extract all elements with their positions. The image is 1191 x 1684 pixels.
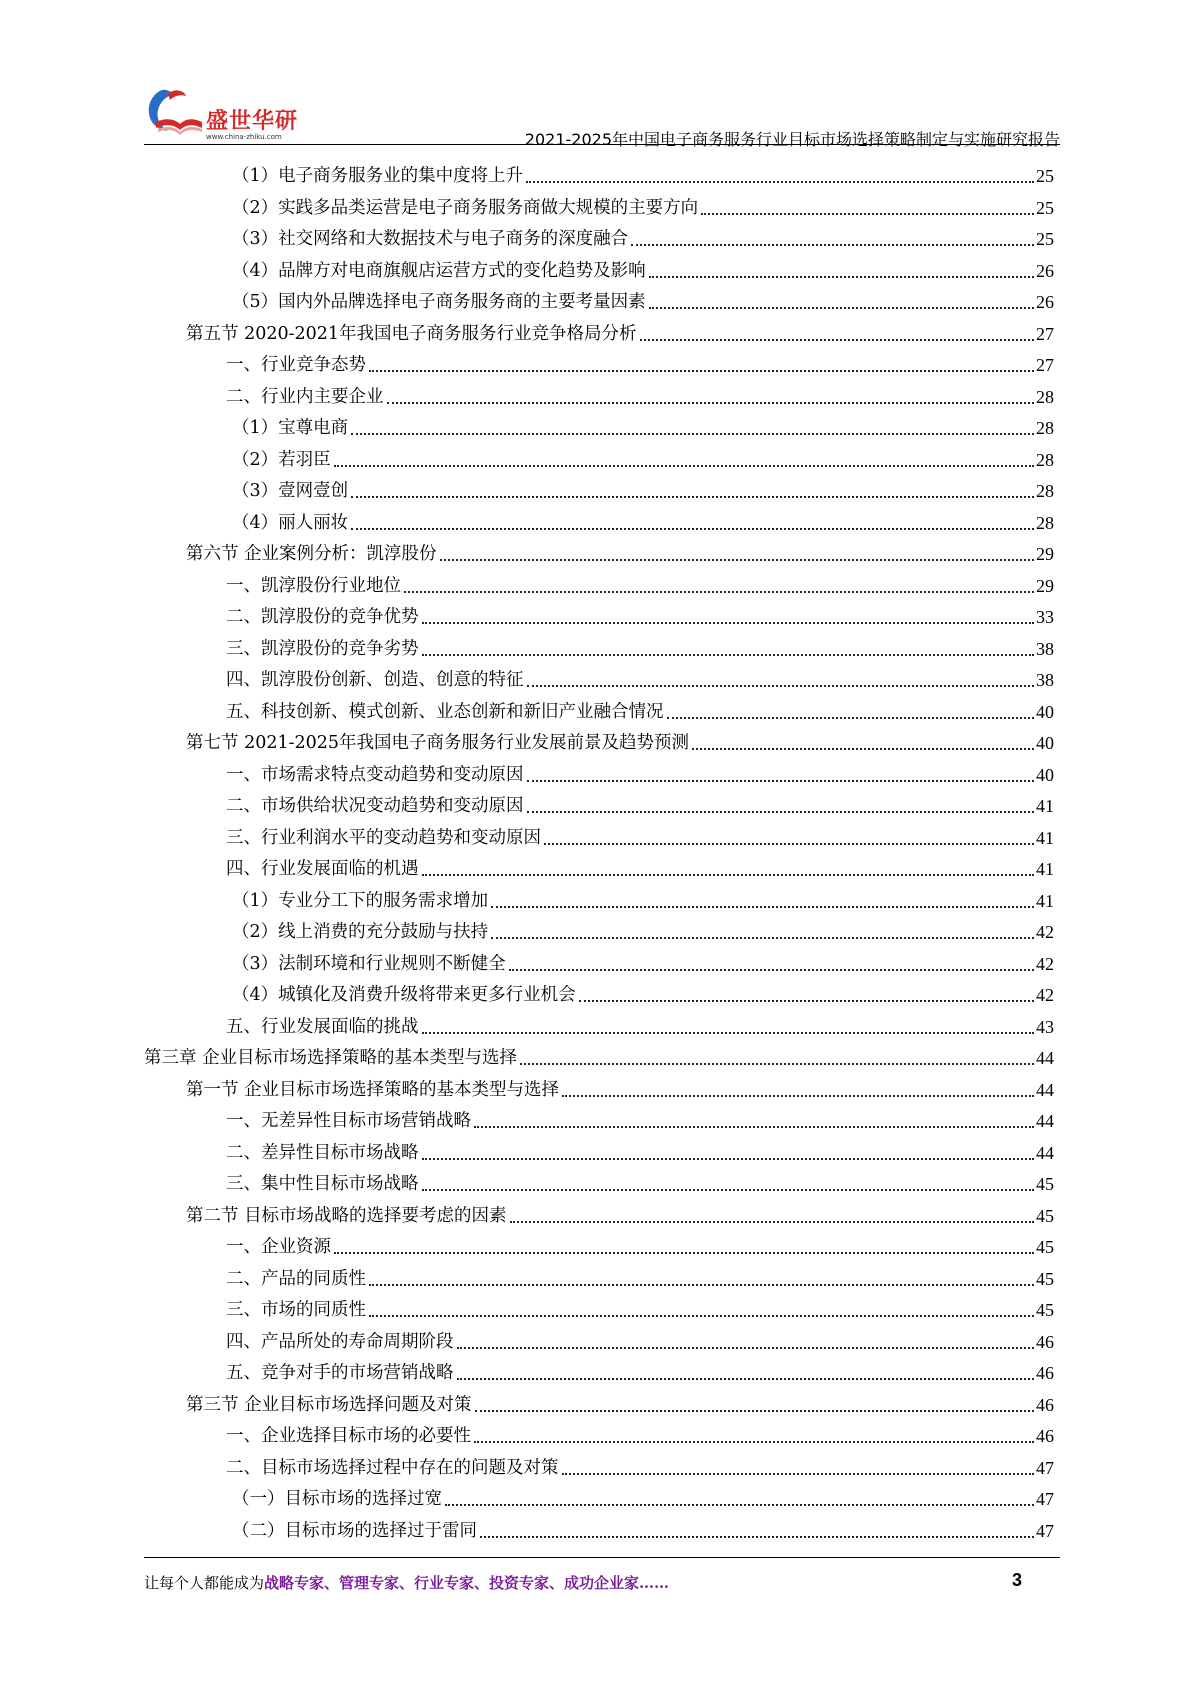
toc-entry[interactable] <box>232 979 1054 1007</box>
toc-dot-leader <box>491 888 1034 908</box>
toc-dot-leader <box>640 321 1034 341</box>
toc-entry[interactable] <box>226 1137 1054 1165</box>
toc-entry-label: （3）壹网壹创 <box>232 481 349 501</box>
toc-entry-label: 三、行业利润水平的变动趋势和变动原因 <box>226 827 541 848</box>
toc-entry[interactable] <box>186 1074 1054 1102</box>
toc-entry-label: 第七节 2021-2025年我国电子商务服务行业发展前景及趋势预测 <box>186 733 690 753</box>
toc-dot-leader <box>369 1297 1034 1317</box>
toc-dot-leader <box>422 604 1035 624</box>
toc-entry-page: 41 <box>1036 796 1054 816</box>
toc-entry[interactable] <box>232 948 1054 976</box>
toc-entry-page: 46 <box>1036 1426 1054 1446</box>
toc-entry[interactable] <box>226 1168 1054 1196</box>
toc-entry-page: 40 <box>1036 701 1054 722</box>
toc-dot-leader <box>667 699 1035 719</box>
toc-entry[interactable] <box>226 349 1054 377</box>
footer-slogan-prefix: 让每个人都能成为 <box>144 1574 265 1592</box>
toc-entry-page: 44 <box>1036 1111 1054 1131</box>
toc-dot-leader <box>480 1518 1034 1538</box>
toc-entry-page: 28 <box>1036 512 1054 533</box>
toc-entry-page: 27 <box>1036 355 1054 375</box>
toc-entry[interactable] <box>226 1294 1054 1322</box>
toc-entry-label: 一、凯淳股份行业地位 <box>226 575 401 596</box>
toc-entry[interactable] <box>232 475 1054 503</box>
toc-entry[interactable] <box>232 223 1054 251</box>
toc-dot-leader <box>510 1203 1034 1223</box>
toc-entry-label: 一、行业竞争态势 <box>226 355 366 375</box>
toc-entry[interactable] <box>226 759 1054 787</box>
toc-entry-label: （1）专业分工下的服务需求增加 <box>232 890 489 911</box>
toc-entry[interactable] <box>232 1515 1054 1543</box>
toc-entry-page: 44 <box>1036 1079 1054 1100</box>
header-divider <box>144 144 1060 145</box>
toc-entry-page: 27 <box>1036 323 1054 344</box>
toc-entry-label: （4）品牌方对电商旗舰店运营方式的变化趋势及影响 <box>232 260 646 281</box>
toc-entry-page: 41 <box>1036 890 1054 911</box>
toc-dot-leader <box>334 447 1034 467</box>
toc-entry[interactable] <box>226 1011 1054 1039</box>
toc-entry-label: 五、科技创新、模式创新、业态创新和新旧产业融合情况 <box>226 701 664 722</box>
toc-entry[interactable] <box>226 1452 1054 1480</box>
toc-entry-page: 28 <box>1036 449 1054 470</box>
toc-entry-page: 44 <box>1036 1048 1054 1068</box>
toc-entry-label: （二）目标市场的选择过于雷同 <box>232 1520 477 1541</box>
toc-entry-label: （1）电子商务服务业的集中度将上升 <box>232 166 524 186</box>
toc-entry-label: 二、凯淳股份的竞争优势 <box>226 607 419 627</box>
toc-dot-leader <box>579 982 1034 1002</box>
footer-slogan-highlight: 战略专家、管理专家、行业专家、投资专家、成功企业家…… <box>264 1574 670 1592</box>
toc-dot-leader <box>474 1423 1034 1443</box>
toc-entry[interactable] <box>232 444 1054 472</box>
toc-entry-label: 第三节 企业目标市场选择问题及对策 <box>186 1394 472 1415</box>
toc-dot-leader <box>369 352 1034 372</box>
toc-entry[interactable] <box>144 1042 1054 1070</box>
toc-entry[interactable] <box>226 570 1054 598</box>
toc-entry-label: 四、凯淳股份创新、创造、创意的特征 <box>226 670 524 690</box>
toc-entry-label: 第三章 企业目标市场选择策略的基本类型与选择 <box>144 1048 518 1068</box>
toc-dot-leader <box>474 1108 1034 1128</box>
toc-entry-label: 五、竞争对手的市场营销战略 <box>226 1363 454 1383</box>
toc-entry-label: 第二节 目标市场战略的选择要考虑的因素 <box>186 1205 507 1226</box>
toc-entry-page: 42 <box>1036 922 1054 942</box>
toc-entry[interactable] <box>232 286 1054 314</box>
toc-entry-page: 28 <box>1036 481 1054 501</box>
toc-entry[interactable] <box>226 1105 1054 1133</box>
toc-dot-leader <box>369 1266 1034 1286</box>
toc-entry-page: 41 <box>1036 827 1054 848</box>
toc-dot-leader <box>562 1455 1035 1475</box>
toc-dot-leader <box>334 1234 1034 1254</box>
toc-entry-label: 二、差异性目标市场战略 <box>226 1142 419 1163</box>
toc-dot-leader <box>527 667 1035 687</box>
company-logo <box>144 82 314 142</box>
toc-entry-label: （3）法制环境和行业规则不断健全 <box>232 953 506 974</box>
toc-dot-leader <box>649 258 1034 278</box>
toc-entry-label: （2）若羽臣 <box>232 449 331 470</box>
logo-name: 盛世华研 <box>206 109 299 134</box>
toc-entry[interactable] <box>186 318 1054 346</box>
toc-entry-label: 第五节 2020-2021年我国电子商务服务行业竞争格局分析 <box>186 323 637 344</box>
toc-dot-leader <box>457 1360 1035 1380</box>
toc-dot-leader <box>457 1329 1035 1349</box>
logo-emblem-icon <box>144 82 206 140</box>
toc-entry[interactable] <box>226 1326 1054 1354</box>
toc-dot-leader <box>527 762 1035 782</box>
toc-dot-leader <box>631 226 1034 246</box>
toc-entry[interactable] <box>232 412 1054 440</box>
toc-entry-label: 三、集中性目标市场战略 <box>226 1174 419 1194</box>
toc-dot-leader <box>692 730 1034 750</box>
toc-entry-label: 一、企业选择目标市场的必要性 <box>226 1426 471 1446</box>
toc-dot-leader <box>422 1171 1035 1191</box>
toc-dot-leader <box>351 510 1034 530</box>
toc-entry[interactable] <box>226 381 1054 409</box>
toc-entry-page: 47 <box>1036 1489 1054 1509</box>
toc-entry[interactable] <box>226 1263 1054 1291</box>
toc-entry[interactable] <box>186 1200 1054 1228</box>
toc-entry-page: 29 <box>1036 575 1054 596</box>
toc-entry[interactable] <box>232 916 1054 944</box>
toc-entry-page: 46 <box>1036 1394 1054 1415</box>
toc-entry[interactable] <box>232 1483 1054 1511</box>
toc-entry-label: 二、市场供给状况变动趋势和变动原因 <box>226 796 524 816</box>
toc-entry-label: （2）线上消费的充分鼓励与扶持 <box>232 922 489 942</box>
toc-entry-page: 45 <box>1036 1300 1054 1320</box>
toc-dot-leader <box>422 1014 1035 1034</box>
toc-entry-label: 二、行业内主要企业 <box>226 386 384 407</box>
toc-entry-page: 25 <box>1036 166 1054 186</box>
toc-dot-leader <box>475 1392 1034 1412</box>
footer-divider <box>144 1557 1060 1558</box>
logo-url: www.china-zhiku.com <box>206 133 282 141</box>
toc-entry-label: 二、目标市场选择过程中存在的问题及对策 <box>226 1457 559 1478</box>
toc-entry-page: 41 <box>1036 859 1054 879</box>
toc-entry[interactable] <box>226 696 1054 724</box>
toc-dot-leader <box>351 415 1034 435</box>
toc-entry[interactable] <box>186 1389 1054 1417</box>
toc-entry[interactable] <box>226 853 1054 881</box>
toc-dot-leader <box>422 856 1035 876</box>
toc-entry-label: （1）宝尊电商 <box>232 418 349 438</box>
toc-entry[interactable] <box>226 601 1054 629</box>
toc-entry-page: 47 <box>1036 1457 1054 1478</box>
toc-entry[interactable] <box>226 790 1054 818</box>
toc-entry-page: 47 <box>1036 1520 1054 1541</box>
toc-entry-label: 一、企业资源 <box>226 1237 331 1257</box>
toc-entry-label: 二、产品的同质性 <box>226 1268 366 1289</box>
toc-dot-leader <box>351 478 1034 498</box>
toc-entry-label: （3）社交网络和大数据技术与电子商务的深度融合 <box>232 229 629 249</box>
toc-entry-page: 44 <box>1036 1142 1054 1163</box>
toc-entry-label: 一、市场需求特点变动趋势和变动原因 <box>226 764 524 785</box>
toc-entry[interactable] <box>232 885 1054 913</box>
toc-dot-leader <box>422 1140 1035 1160</box>
report-title: 2021-2025年中国电子商务服务行业目标市场选择策略制定与实施研究报告 <box>524 130 1060 149</box>
toc-entry[interactable] <box>226 1357 1054 1385</box>
toc-dot-leader <box>562 1077 1034 1097</box>
toc-entry-page: 46 <box>1036 1363 1054 1383</box>
toc-entry-label: 第六节 企业案例分析：凯淳股份 <box>186 544 437 564</box>
toc-entry[interactable] <box>232 255 1054 283</box>
toc-entry-page: 40 <box>1036 733 1054 753</box>
toc-entry-page: 26 <box>1036 260 1054 281</box>
toc-entry-label: 三、市场的同质性 <box>226 1300 366 1320</box>
toc-entry-page: 38 <box>1036 670 1054 690</box>
toc-entry-page: 25 <box>1036 229 1054 249</box>
toc-entry-label: （2）实践多品类运营是电子商务服务商做大规模的主要方向 <box>232 197 699 218</box>
toc-entry-page: 28 <box>1036 386 1054 407</box>
toc-dot-leader <box>649 289 1034 309</box>
toc-entry-label: 四、行业发展面临的机遇 <box>226 859 419 879</box>
page-number: 3 <box>1012 1570 1023 1590</box>
toc-dot-leader <box>440 541 1034 561</box>
toc-entry[interactable] <box>226 633 1054 661</box>
toc-dot-leader <box>491 919 1034 939</box>
toc-dot-leader <box>387 384 1035 404</box>
toc-entry-page: 45 <box>1036 1205 1054 1226</box>
toc-dot-leader <box>422 636 1035 656</box>
toc-entry-page: 38 <box>1036 638 1054 659</box>
toc-entry-page: 25 <box>1036 197 1054 218</box>
toc-entry[interactable] <box>226 664 1054 692</box>
toc-entry[interactable] <box>232 160 1054 188</box>
toc-entry-label: （4）城镇化及消费升级将带来更多行业机会 <box>232 985 576 1005</box>
toc-entry-page: 45 <box>1036 1268 1054 1289</box>
toc-entry-page: 45 <box>1036 1237 1054 1257</box>
toc-entry-page: 40 <box>1036 764 1054 785</box>
toc-dot-leader <box>527 793 1035 813</box>
toc-dot-leader <box>520 1045 1034 1065</box>
toc-entry-page: 43 <box>1036 1016 1054 1037</box>
toc-entry-label: （4）丽人丽妆 <box>232 512 349 533</box>
toc-entry-page: 33 <box>1036 607 1054 627</box>
toc-entry-label: 五、行业发展面临的挑战 <box>226 1016 419 1037</box>
toc-entry[interactable] <box>232 192 1054 220</box>
toc-entry-page: 45 <box>1036 1174 1054 1194</box>
toc-dot-leader <box>509 951 1034 971</box>
toc-dot-leader <box>701 195 1034 215</box>
toc-dot-leader <box>526 163 1034 183</box>
page-header <box>144 82 1060 149</box>
toc-entry[interactable] <box>226 1231 1054 1259</box>
toc-entry-page: 29 <box>1036 544 1054 564</box>
toc-entry-page: 42 <box>1036 985 1054 1005</box>
toc-entry-label: 第一节 企业目标市场选择策略的基本类型与选择 <box>186 1079 560 1100</box>
toc-dot-leader <box>404 573 1034 593</box>
toc-entry-page: 26 <box>1036 292 1054 312</box>
toc-entry[interactable] <box>186 538 1054 566</box>
toc-entry-label: 一、无差异性目标市场营销战略 <box>226 1111 471 1131</box>
toc-entry[interactable] <box>232 507 1054 535</box>
toc-entry-page: 28 <box>1036 418 1054 438</box>
toc-entry[interactable] <box>226 822 1054 850</box>
toc-entry[interactable] <box>226 1420 1054 1448</box>
toc-dot-leader <box>445 1486 1034 1506</box>
toc-entry-label: 四、产品所处的寿命周期阶段 <box>226 1331 454 1352</box>
toc-entry-page: 46 <box>1036 1331 1054 1352</box>
toc-entry-page: 42 <box>1036 953 1054 974</box>
toc-entry[interactable] <box>186 727 1054 755</box>
toc-entry-label: （5）国内外品牌选择电子商务服务商的主要考量因素 <box>232 292 646 312</box>
toc-dot-leader <box>544 825 1034 845</box>
footer-slogan <box>144 1572 669 1593</box>
toc-entry-label: 三、凯淳股份的竞争劣势 <box>226 638 419 659</box>
toc-entry-label: （一）目标市场的选择过宽 <box>232 1489 442 1509</box>
